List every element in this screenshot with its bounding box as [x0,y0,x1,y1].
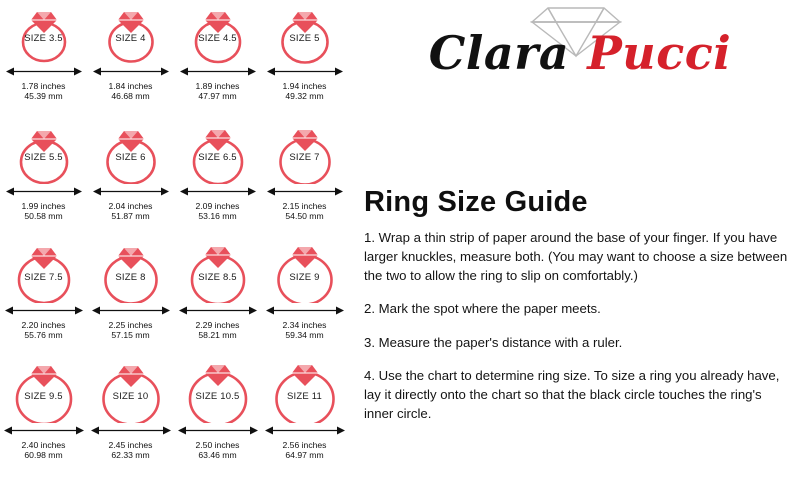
instruction-list [364,228,788,437]
ring-inches: 2.25 inches [108,320,153,330]
ring-illustration [179,120,257,184]
ring-illustration [179,359,257,423]
ring-size-label: SIZE 9.5 [24,391,63,402]
ring-dimensions [283,201,327,222]
ring-dimensions [22,81,66,102]
ring-inches: 2.04 inches [108,200,153,211]
double-arrow-icon [4,424,84,437]
ring-illustration [266,239,344,303]
ring-size-label: SIZE 8.5 [198,271,237,283]
ring-cell [174,120,261,222]
ring-inches: 2.29 inches [195,320,240,330]
ring-inches: 1.78 inches [21,81,66,91]
ring-illustration [179,0,257,64]
double-arrow-icon [178,185,258,198]
ring-cell [87,120,174,222]
ring-row [0,359,348,478]
ring-size-label: SIZE 3.5 [24,32,63,44]
page-title: Ring Size Guide [364,186,588,218]
ring-inches: 2.15 inches [282,200,327,211]
measure-arrow [91,424,171,437]
ring-inches: 2.34 inches [282,320,327,330]
brand-name-second: Pucci [587,26,732,80]
ring-illustration [5,239,83,303]
brand-name-first: Clara [428,26,570,80]
ring-cell [0,120,87,222]
ring-cell [87,359,174,461]
brand-name [368,26,792,80]
ring-inches: 1.94 inches [282,81,327,91]
ring-illustration [179,239,257,303]
instruction-step: 1. Wrap a thin strip of paper around the base of your finger. If you have larger knuckles, measure both. (You may want to choose a size between the two to allow the ring to slip on comfortably.) [364,230,788,284]
ring-dimensions [22,201,66,222]
double-arrow-icon [91,65,171,78]
measure-arrow [265,424,345,437]
double-arrow-icon [265,185,345,198]
ring-dimensions [283,320,327,341]
ring-dimensions [283,440,327,461]
double-arrow-icon [178,65,258,78]
double-arrow-icon [265,424,345,437]
measure-arrow [91,304,171,317]
measure-arrow [4,185,84,198]
ring-illustration [5,359,83,423]
ring-dimensions [196,440,240,461]
ring-illustration [92,0,170,64]
ring-dimensions [109,320,153,341]
ring-cell [261,359,348,461]
ring-size-label: SIZE 8 [115,271,146,283]
ring-size-label: SIZE 10 [112,391,149,402]
ring-cell [174,0,261,102]
instruction-step: 4. Use the chart to determine ring size. To size a ring you already have, lay it directly onto the chart so that the black circle touches the ring's inner circle. [364,367,780,421]
ring-dimensions [109,201,153,222]
ring-mm: 60.98 mm [24,449,63,460]
measure-arrow [178,304,258,317]
ring-mm: 45.39 mm [24,91,63,102]
ring-inches: 2.45 inches [108,439,153,450]
double-arrow-icon [91,424,171,437]
ring-size-label: SIZE 4 [115,32,146,44]
ring-cell [0,0,87,102]
ring-illustration [92,120,170,184]
double-arrow-icon [265,65,345,78]
measure-arrow [178,185,258,198]
ring-cell [174,359,261,461]
measure-arrow [178,424,258,437]
ring-cell [174,239,261,341]
ring-mm: 62.33 mm [111,449,150,460]
ring-mm: 63.46 mm [198,449,237,460]
measure-arrow [91,65,171,78]
double-arrow-icon [91,304,171,317]
ring-mm: 64.97 mm [285,449,324,460]
ring-dimensions [283,81,327,102]
measure-arrow [4,65,84,78]
ring-mm: 55.76 mm [24,330,63,341]
instruction-step: 2. Mark the spot where the paper meets. [364,301,601,317]
ring-dimensions [22,320,66,341]
ring-inches: 2.50 inches [195,439,240,450]
double-arrow-icon [178,304,258,317]
ring-illustration [92,359,170,423]
measure-arrow [178,65,258,78]
ring-illustration [5,0,83,64]
ring-mm: 50.58 mm [24,210,63,221]
ring-row [0,0,348,120]
ring-row [0,239,348,359]
double-arrow-icon [4,304,84,317]
ring-inches: 2.56 inches [282,439,327,450]
ring-size-label: SIZE 10.5 [195,391,240,402]
guide-panel [352,0,800,478]
ring-cell [0,359,87,461]
ring-mm: 58.21 mm [198,330,237,341]
ring-mm: 46.68 mm [111,91,150,102]
ring-size-label: SIZE 5.5 [24,152,63,163]
ring-cell [87,239,174,341]
measure-arrow [265,185,345,198]
ring-dimensions [109,440,153,461]
ring-mm: 49.32 mm [285,91,324,102]
ring-mm: 51.87 mm [111,210,150,221]
ring-illustration [266,359,344,423]
measure-arrow [265,65,345,78]
measure-arrow [265,304,345,317]
ring-cell [87,0,174,102]
ring-dimensions [196,81,240,102]
ring-inches: 2.40 inches [21,439,66,450]
double-arrow-icon [4,65,84,78]
ring-dimensions [109,81,153,102]
ring-size-label: SIZE 4.5 [198,32,237,44]
ring-inches: 2.09 inches [195,200,240,211]
ring-row [0,120,348,240]
ring-inches: 2.20 inches [21,320,66,330]
ring-size-label: SIZE 7 [289,152,320,163]
instruction-step: 3. Measure the paper's distance with a ruler. [364,334,623,350]
brand-logo [362,4,792,100]
ring-cell [261,0,348,102]
ring-inches: 1.84 inches [108,81,153,91]
ring-mm: 54.50 mm [285,210,324,221]
ring-mm: 53.16 mm [198,210,237,221]
ring-mm: 47.97 mm [198,91,237,102]
ring-illustration [266,0,344,64]
ring-illustration [5,120,83,184]
ring-size-label: SIZE 11 [286,391,323,402]
ring-size-label: SIZE 6.5 [198,152,237,163]
ring-size-chart [0,0,348,478]
measure-arrow [4,304,84,317]
measure-arrow [4,424,84,437]
ring-dimensions [22,440,66,461]
ring-size-label: SIZE 7.5 [24,271,63,283]
ring-inches: 1.99 inches [21,200,66,211]
double-arrow-icon [178,424,258,437]
ring-mm: 59.34 mm [285,330,324,341]
double-arrow-icon [91,185,171,198]
ring-cell [0,239,87,341]
ring-dimensions [196,320,240,341]
double-arrow-icon [4,185,84,198]
ring-mm: 57.15 mm [111,330,150,341]
measure-arrow [91,185,171,198]
ring-illustration [92,239,170,303]
ring-size-label: SIZE 6 [115,152,146,163]
ring-cell [261,239,348,341]
ring-size-label: SIZE 5 [289,32,320,44]
ring-cell [261,120,348,222]
double-arrow-icon [265,304,345,317]
ring-dimensions [196,201,240,222]
ring-size-label: SIZE 9 [289,271,320,283]
ring-inches: 1.89 inches [195,81,240,91]
ring-illustration [266,120,344,184]
